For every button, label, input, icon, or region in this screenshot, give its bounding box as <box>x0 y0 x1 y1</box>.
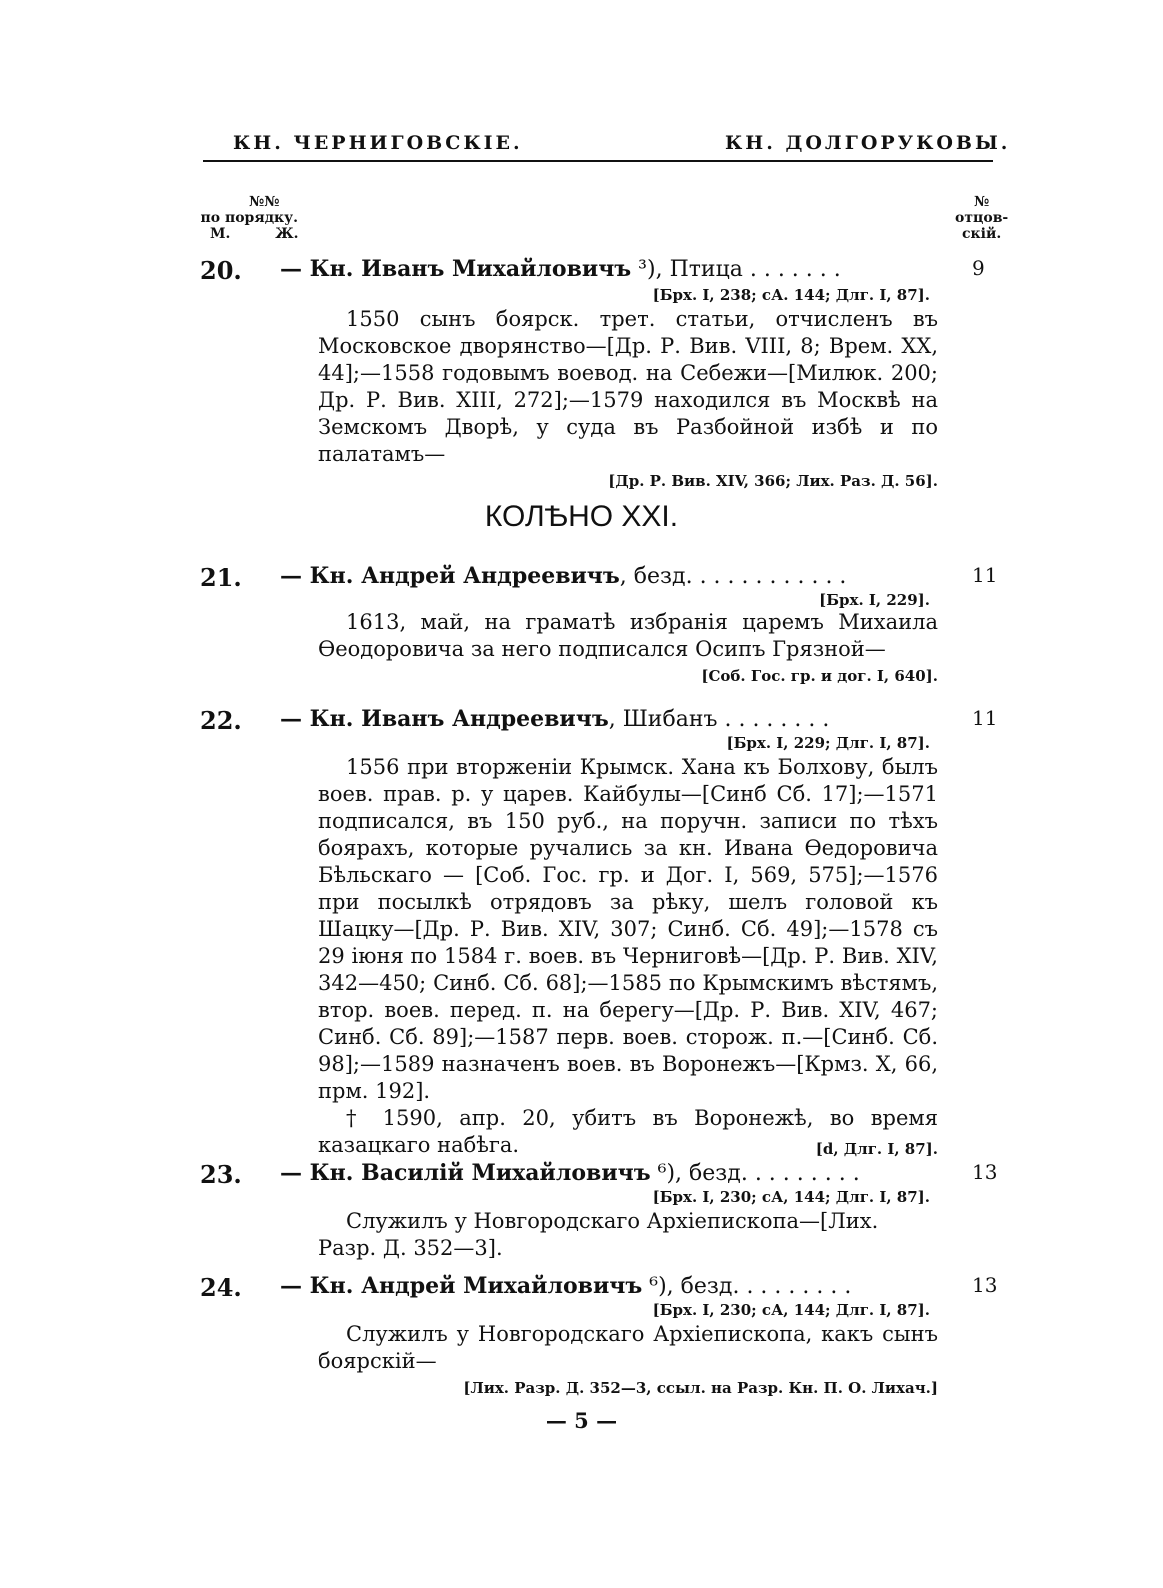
entry-suffix: , безд. . . . . . . . . . . . <box>619 564 847 589</box>
running-header-left: КН. ЧЕРНИГОВСКІЕ. <box>233 132 523 154</box>
entry-body-text-2 <box>318 1105 938 1159</box>
entry-body <box>318 306 938 495</box>
entry-body <box>318 754 938 1163</box>
entry-body <box>318 609 938 690</box>
entry-source: [Брх. I, 230; сА, 144; Длг. I, 87]. <box>652 1301 930 1319</box>
entry-body <box>318 1208 938 1262</box>
entry-body-text: 1550 сынъ боярск. трет. статьи, отчисленъ въ Московское дворянство—[Др. Р. Вив. VIII, 8; Врем. XX, 44];—1558 годовымъ воевод. на Себежи—[Милюк. 200; Др. Р. Вив. XIII, 272];—1579 находился въ Москвѣ на Земскомъ Дворѣ, у суда въ Разбойной избѣ и по палатамъ— <box>318 307 938 466</box>
entry-name: — Кн. Андрей Михайловичъ <box>280 1273 643 1299</box>
entry-body-source: [Др. Р. Вив. XIV, 366; Лих. Раз. Д. 56]. <box>608 472 938 490</box>
entry-source: [Брх. I, 230; сА, 144; Длг. I, 87]. <box>652 1188 930 1206</box>
column-head-father-l1: № <box>974 194 990 210</box>
entry-number: 21. <box>200 563 242 592</box>
page-number: — 5 — <box>545 1408 618 1433</box>
entry-suffix: ⁶), безд. . . . . . . . . <box>642 1274 852 1299</box>
entry-title <box>280 1273 940 1299</box>
entry-suffix: , Шибанъ . . . . . . . . <box>608 707 830 732</box>
entry-father-ref: 9 <box>972 256 985 280</box>
column-head-order-l2: по порядку. <box>200 210 298 226</box>
entry-name: — Кн. Андрей Андреевичъ <box>280 563 620 589</box>
entry-title <box>280 563 940 589</box>
entry-source: [Брх. I, 229; Длг. I, 87]. <box>726 734 930 752</box>
entry-number: 22. <box>200 706 242 735</box>
column-head-father <box>955 194 1008 242</box>
entry-father-ref: 11 <box>972 563 998 587</box>
running-header-right: КН. ДОЛГОРУКОВЫ. <box>725 132 1011 154</box>
entry-father-ref: 13 <box>972 1160 998 1184</box>
entry-body-source: [Лих. Разр. Д. 352—3, ссыл. на Разр. Кн. П. О. Лихач.] <box>463 1379 938 1397</box>
entry-source: [Брх. I, 229]. <box>819 591 930 609</box>
entry-body-source: [Соб. Гос. гр. и дог. I, 640]. <box>701 667 938 685</box>
column-head-order-l3: М. Ж. <box>210 226 299 242</box>
entry-death-note: † 1590, апр. 20, убитъ въ Воронежѣ, во время казацкаго набѣга. <box>318 1106 938 1157</box>
entry-source: [Брх. I, 238; сА. 144; Длг. I, 87]. <box>652 286 930 304</box>
entry-body <box>318 1321 938 1402</box>
entry-name: — Кн. Иванъ Михайловичъ <box>280 256 632 282</box>
entry-death-source: [d, Длг. I, 87]. <box>815 1140 938 1158</box>
column-head-father-l2: отцов- <box>955 210 1009 226</box>
entry-father-ref: 13 <box>972 1273 998 1297</box>
header-rule <box>203 160 993 162</box>
entry-suffix: ³), Птица . . . . . . . <box>631 257 841 282</box>
entry-body-text: Служилъ у Новгородскаго Архіепископа—[Лих. Разр. Д. 352—3]. <box>318 1209 879 1260</box>
column-head-order <box>200 194 299 242</box>
entry-body-text: Служилъ у Новгородскаго Архіепископа, какъ сынъ боярскій— <box>318 1322 938 1373</box>
entry-name: — Кн. Василій Михайловичъ <box>280 1160 651 1186</box>
entry-title <box>280 1160 940 1186</box>
entry-father-ref: 11 <box>972 706 998 730</box>
entry-name: — Кн. Иванъ Андреевичъ <box>280 706 609 732</box>
entry-number: 23. <box>200 1160 242 1189</box>
entry-title <box>280 706 940 732</box>
entry-title <box>280 256 940 282</box>
entry-suffix: ⁶), безд. . . . . . . . . <box>650 1161 860 1186</box>
entry-number: 24. <box>200 1273 242 1302</box>
section-heading: КОЛѢНО XXI. <box>484 500 679 533</box>
column-head-father-l3: скій. <box>962 226 1002 242</box>
entry-number: 20. <box>200 256 242 285</box>
entry-body-text: 1556 при вторженіи Крымск. Хана къ Болхову, былъ воев. прав. р. у царев. Кайбулы—[Синб Сб. 17];—1571 подписался, въ 150 руб., на поручн. записи по тѣхъ боярахъ, которые ручались за кн. Ивана Ѳедоровича Бѣльскаго — [Соб. Гос. гр. и Дог. I, 569, 575];—1576 при посылкѣ отрядовъ за рѣку, шелъ головой къ Шацку—[Др. Р. Вив. XIV, 307; Синб. Сб. 49];—1578 съ 29 іюня по 1584 г. воев. въ Черниговѣ—[Др. Р. Вив. XIV, 342—450; Синб. Сб. 68];—1585 по Крымскимъ вѣстямъ, втор. воев. перед. п. на берегу—[Др. Р. Вив. XIV, 467; Синб. Сб. 89];—1587 перв. воев. сторож. п.—[Синб. Сб. 98];—1589 назначенъ воев. въ Воронежъ—[Крмз. X, 66, прм. 192]. <box>318 755 938 1103</box>
entry-body-text: 1613, май, на граматѣ избранія царемъ Михаила Ѳеодоровича за него подписался Осипъ Грязной— <box>318 610 938 661</box>
column-head-order-l1: №№ <box>249 194 280 210</box>
